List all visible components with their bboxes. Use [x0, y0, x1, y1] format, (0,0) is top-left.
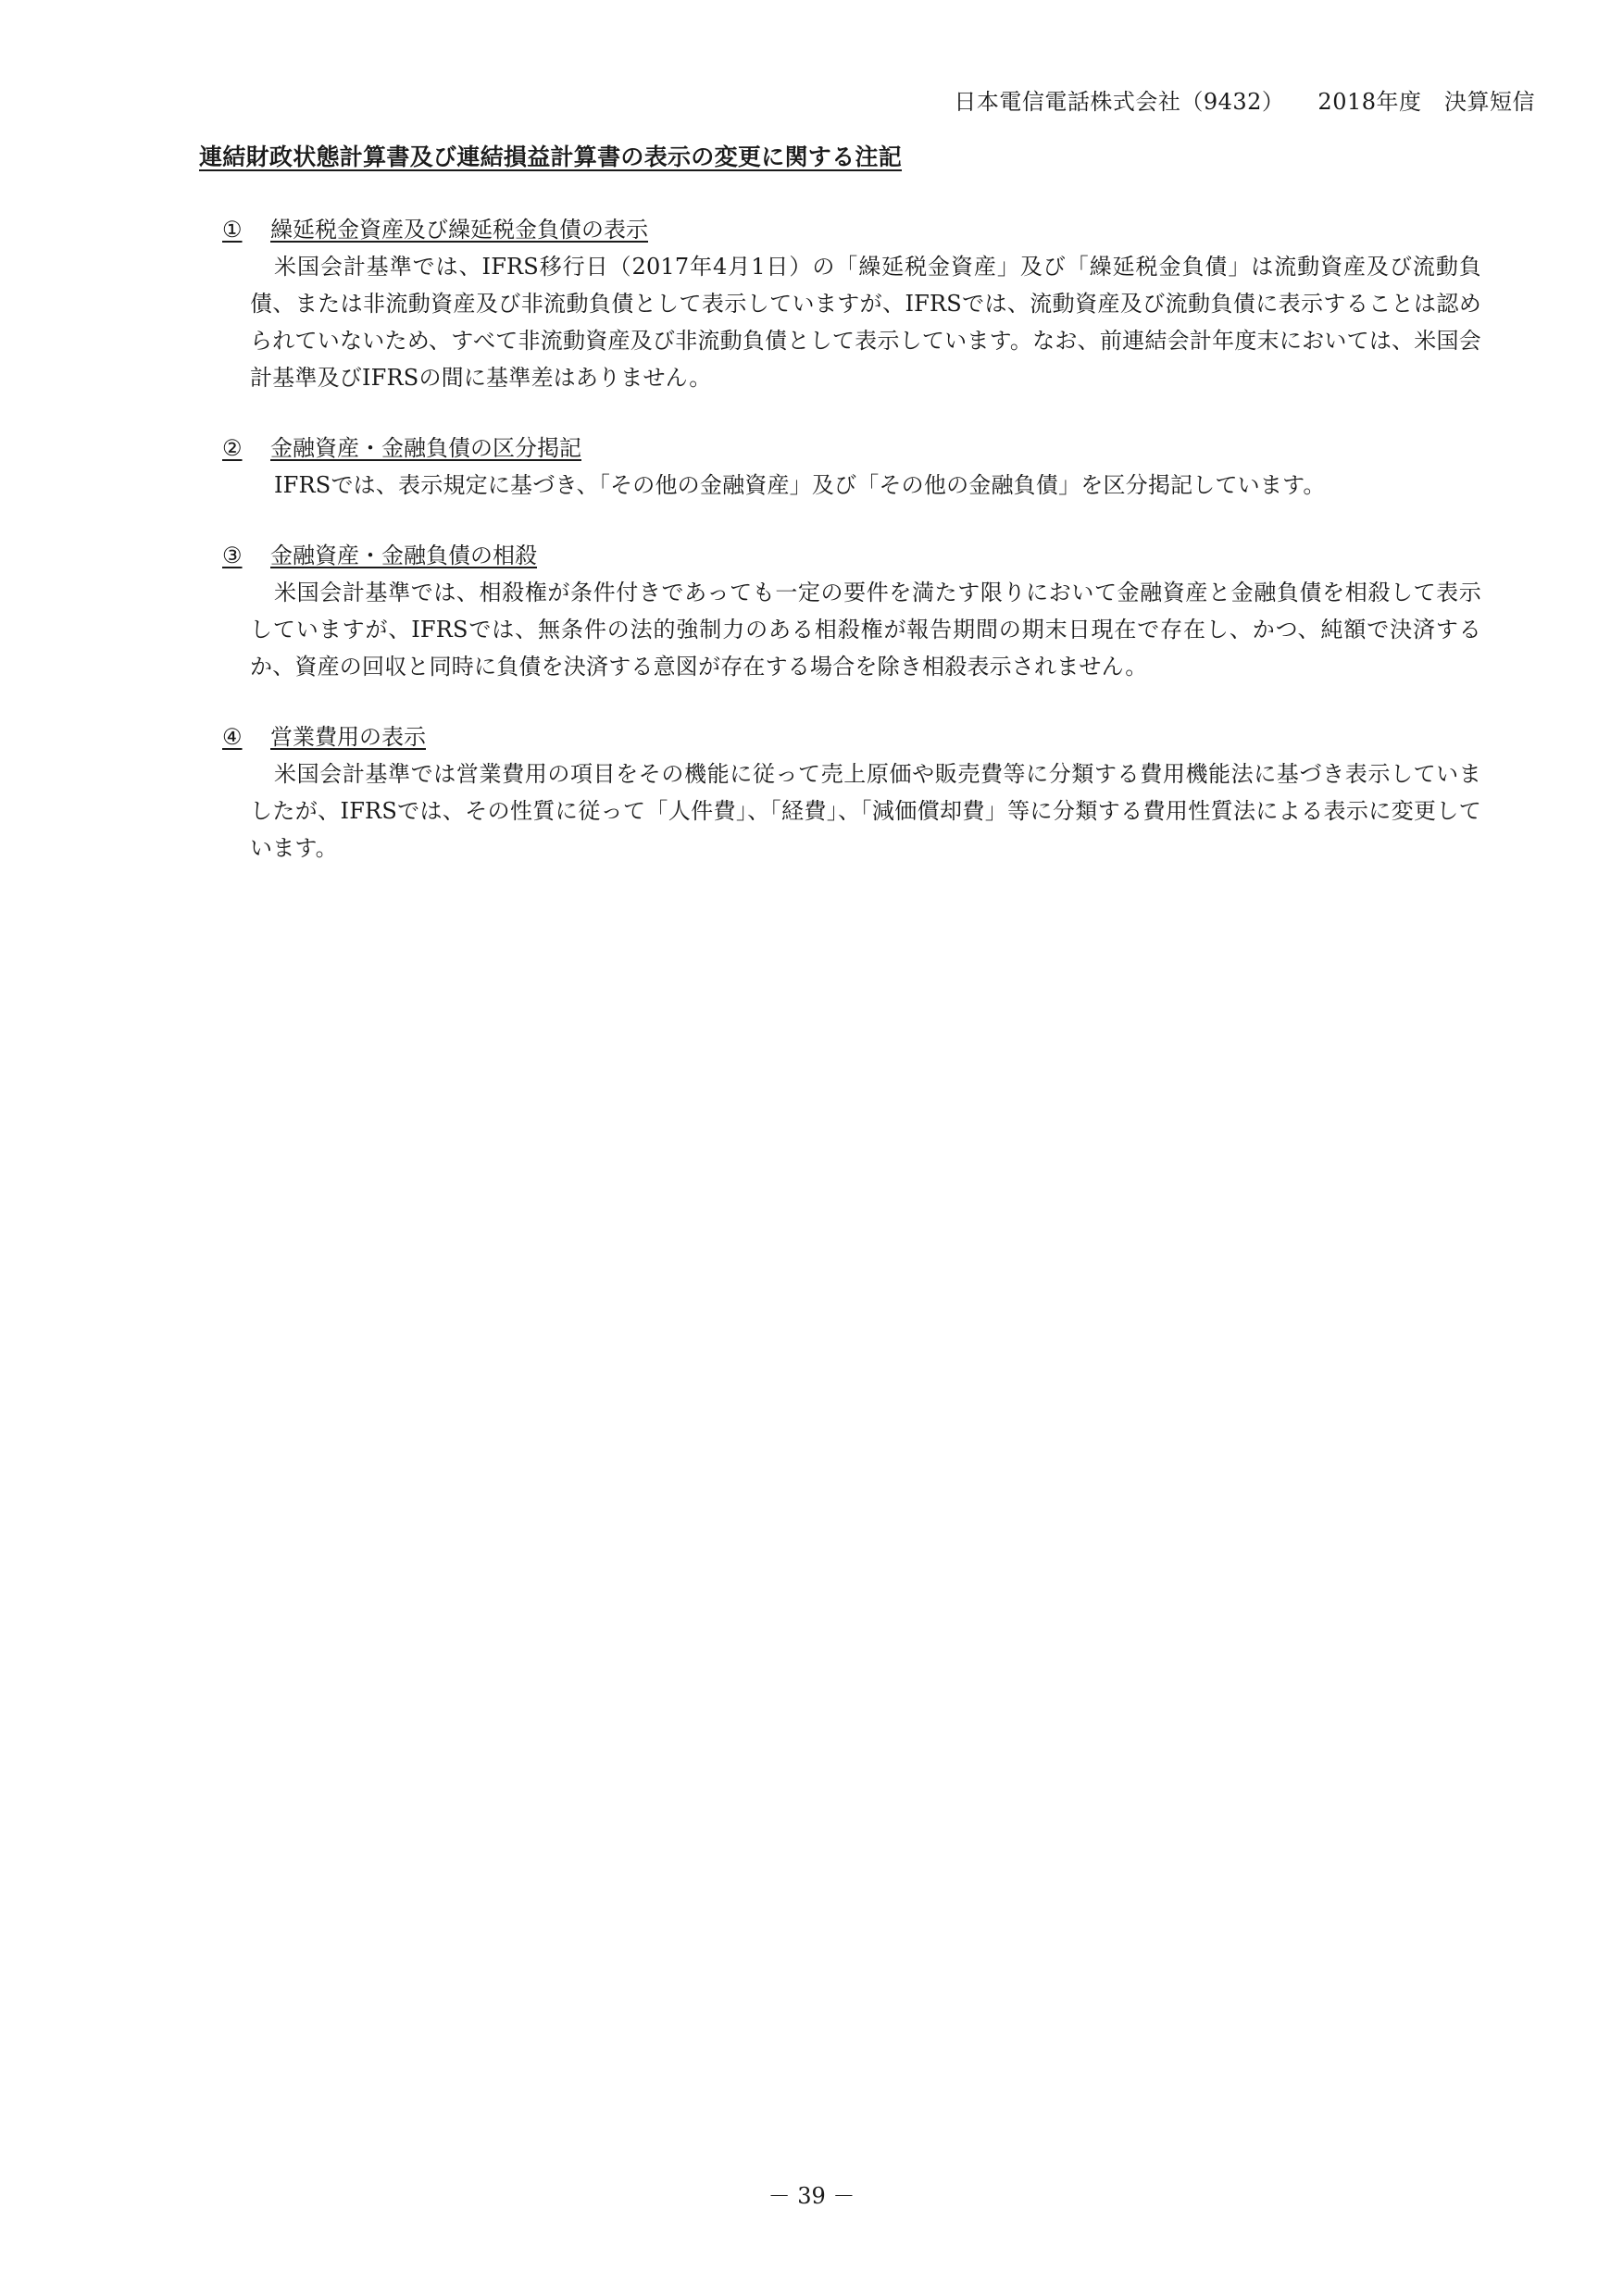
section-heading [222, 718, 1481, 755]
section-deferred-tax [222, 211, 1481, 396]
section-heading-label: 金融資産・金融負債の相殺 [270, 543, 537, 568]
section-heading [222, 211, 1481, 248]
notes-sections [222, 211, 1481, 900]
section-financial-presentation [222, 430, 1481, 504]
section-body: 米国会計基準では、IFRS移行日（2017年4月1日）の「繰延税金資産」及び「繰延税金負債」は流動資産及び流動負債、または非流動資産及び非流動負債として表示していますが、IFRSでは、流動資産及び流動負債に表示することは認められていないため、すべて非流動資産及び非流動負債として表示しています。なお、前連結会計年度末においては、米国会計基準及びIFRSの間に基準差はありません。 [250, 254, 1481, 391]
section-number: ② [222, 435, 243, 461]
section-body: IFRSでは、表示規定に基づき、「その他の金融資産」及び「その他の金融負債」を区分掲記しています。 [274, 472, 1326, 498]
section-number: ④ [222, 724, 243, 750]
company-name: 日本電信電話株式会社（9432） [954, 89, 1285, 115]
page-number: － 39 － [768, 2183, 855, 2209]
section-offsetting [222, 537, 1481, 685]
section-number: ① [222, 217, 243, 243]
section-body: 米国会計基準では営業費用の項目をその機能に従って売上原価や販売費等に分類する費用機能法に基づき表示していましたが、IFRSでは、その性質に従って「人件費」、「経費」、「減価償却費」等に分類する費用性質法による表示に変更しています。 [250, 761, 1481, 861]
page-title: 連結財政状態計算書及び連結損益計算書の表示の変更に関する注記 [199, 144, 903, 170]
section-operating-expenses [222, 718, 1481, 867]
page-header [954, 83, 1535, 116]
section-heading [222, 537, 1481, 574]
section-heading-label: 金融資産・金融負債の区分掲記 [270, 435, 581, 461]
section-heading-label: 繰延税金資産及び繰延税金負債の表示 [270, 217, 648, 243]
section-heading-label: 営業費用の表示 [270, 724, 426, 750]
section-body: 米国会計基準では、相殺権が条件付きであっても一定の要件を満たす限りにおいて金融資産と金融負債を相殺して表示していますが、IFRSでは、無条件の法的強制力のある相殺権が報告期間の期末日現在で存在し、かつ、純額で決済するか、資産の回収と同時に負債を決済する意図が存在する場合を除き相殺表示されません。 [250, 580, 1481, 680]
section-number: ③ [222, 543, 243, 568]
report-period: 2018年度 決算短信 [1317, 89, 1535, 115]
section-heading [222, 430, 1481, 467]
